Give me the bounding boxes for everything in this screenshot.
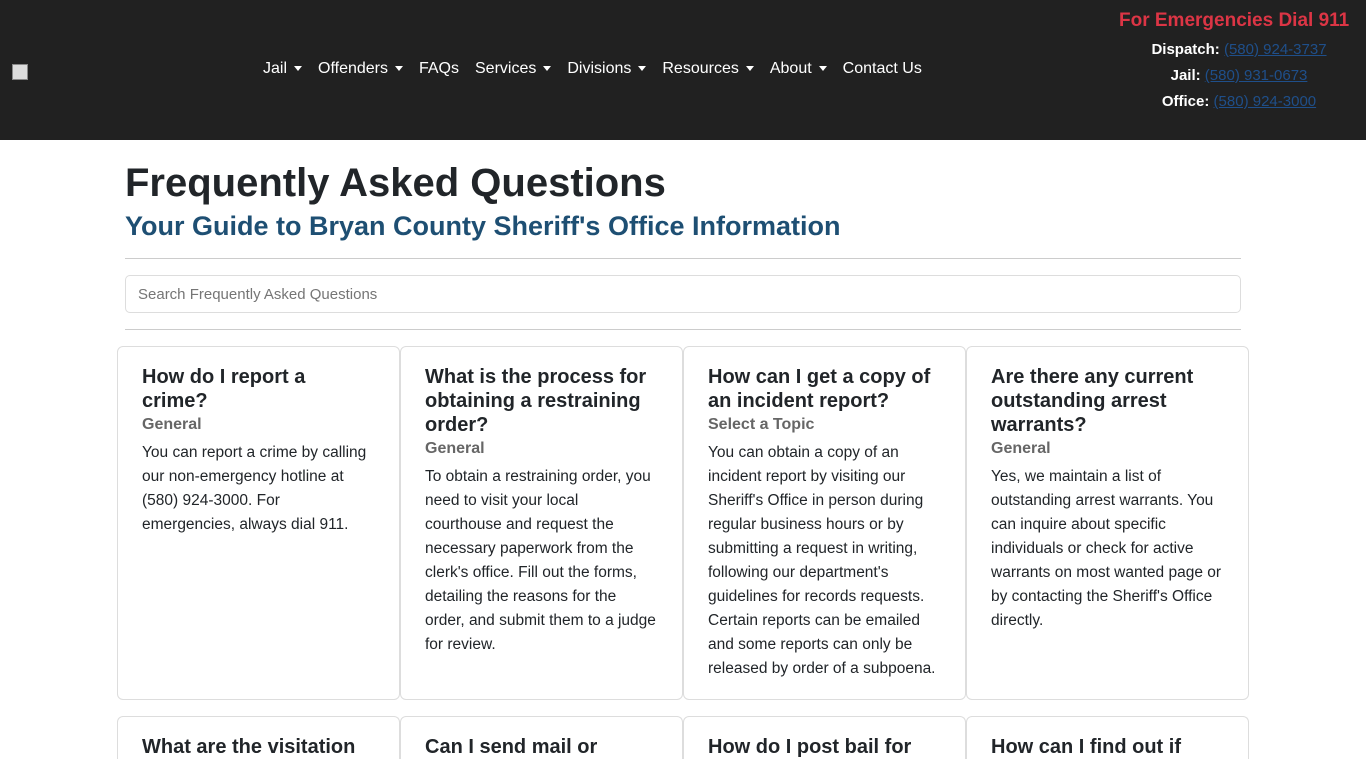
faq-question: How do I report a crime? bbox=[142, 366, 306, 412]
nav-item-offenders[interactable] bbox=[318, 60, 403, 78]
faq-category: General bbox=[425, 440, 485, 457]
faq-category: General bbox=[142, 416, 202, 433]
office-line bbox=[1124, 93, 1354, 110]
jail-phone-link[interactable]: (580) 931-0673 bbox=[1204, 67, 1308, 84]
faq-card[interactable] bbox=[117, 346, 400, 700]
caret-down-icon bbox=[395, 66, 403, 71]
faq-answer: You can obtain a copy of an incident report by visiting our Sheriff's Office in person during regular business hours or by submitting a request in writing, following our department's guidelines for records requests. Certain reports can be emailed and some reports can only be released by order of a subpoena. bbox=[708, 444, 936, 677]
faq-answer: You can report a crime by calling our non-emergency hotline at (580) 924-3000. For emergencies, always dial 911. bbox=[142, 444, 367, 533]
nav-item-label: FAQs bbox=[418, 60, 459, 77]
faq-question: How can I find out if bbox=[991, 736, 1181, 758]
faq-grid bbox=[117, 346, 1241, 759]
faq-category: Select a Topic bbox=[708, 416, 815, 433]
faq-card[interactable] bbox=[400, 716, 683, 759]
divider bbox=[125, 258, 1241, 259]
office-phone-link[interactable]: (580) 924-3000 bbox=[1213, 93, 1317, 110]
faq-card[interactable] bbox=[683, 716, 966, 759]
caret-down-icon bbox=[294, 66, 302, 71]
faq-question: Are there any current outstanding arrest warrants? bbox=[991, 366, 1194, 436]
main-menu bbox=[263, 60, 922, 78]
dispatch-phone-link[interactable]: (580) 924-3737 bbox=[1223, 41, 1327, 58]
faq-question: How can I get a copy of an incident report? bbox=[708, 366, 931, 412]
main-content bbox=[125, 140, 1241, 759]
nav-item-contact-us[interactable] bbox=[843, 60, 922, 78]
faq-card[interactable] bbox=[400, 346, 683, 700]
dispatch-line bbox=[1124, 41, 1354, 58]
faq-question: What is the process for obtaining a restraining order? bbox=[425, 366, 647, 436]
faq-question: What are the visitation bbox=[142, 736, 356, 758]
nav-item-label: Resources bbox=[662, 60, 739, 77]
nav-item-jail[interactable] bbox=[263, 60, 302, 78]
faq-card[interactable] bbox=[683, 346, 966, 700]
page-title: Frequently Asked Questions bbox=[125, 161, 666, 205]
faq-answer: Yes, we maintain a list of outstanding arrest warrants. You can inquire about specific individuals or check for active warrants on most wanted page or by contacting the Sheriff's Office directly. bbox=[991, 468, 1222, 629]
nav-item-divisions[interactable] bbox=[567, 60, 646, 78]
faq-category: General bbox=[991, 440, 1051, 457]
divider bbox=[125, 329, 1241, 330]
nav-item-label: Contact Us bbox=[842, 60, 922, 77]
office-label: Office: bbox=[1161, 93, 1210, 110]
nav-item-faqs[interactable] bbox=[419, 60, 459, 78]
emergency-contacts bbox=[1119, 10, 1354, 110]
top-navbar bbox=[0, 0, 1366, 140]
dispatch-label: Dispatch: bbox=[1151, 41, 1220, 58]
caret-down-icon bbox=[819, 66, 827, 71]
caret-down-icon bbox=[543, 66, 551, 71]
nav-item-label: Services bbox=[475, 60, 537, 77]
faq-card[interactable] bbox=[117, 716, 400, 759]
faq-search-input[interactable] bbox=[125, 275, 1241, 313]
faq-answer: To obtain a restraining order, you need to visit your local courthouse and request the necessary paperwork from the clerk's office. Fill out the forms, detailing the reasons for the order, and submit them to a judge for review. bbox=[425, 468, 656, 653]
jail-label: Jail: bbox=[1170, 67, 1201, 84]
faq-card[interactable] bbox=[966, 346, 1249, 700]
logo-image[interactable] bbox=[12, 64, 28, 80]
caret-down-icon bbox=[746, 66, 754, 71]
nav-item-label: Divisions bbox=[567, 60, 632, 77]
nav-item-label: Jail bbox=[263, 60, 288, 77]
nav-item-label: Offenders bbox=[318, 60, 388, 77]
nav-item-label: About bbox=[769, 60, 812, 77]
jail-line bbox=[1124, 67, 1354, 84]
caret-down-icon bbox=[638, 66, 646, 71]
faq-question: Can I send mail or bbox=[425, 736, 598, 758]
nav-item-services[interactable] bbox=[475, 60, 551, 78]
faq-card[interactable] bbox=[966, 716, 1249, 759]
faq-question: How do I post bail for bbox=[708, 736, 912, 758]
emergency-title: For Emergencies Dial 911 bbox=[1119, 10, 1350, 31]
page-subtitle: Your Guide to Bryan County Sheriff's Office Information bbox=[125, 211, 841, 241]
nav-item-resources[interactable] bbox=[662, 60, 753, 78]
nav-item-about[interactable] bbox=[770, 60, 827, 78]
